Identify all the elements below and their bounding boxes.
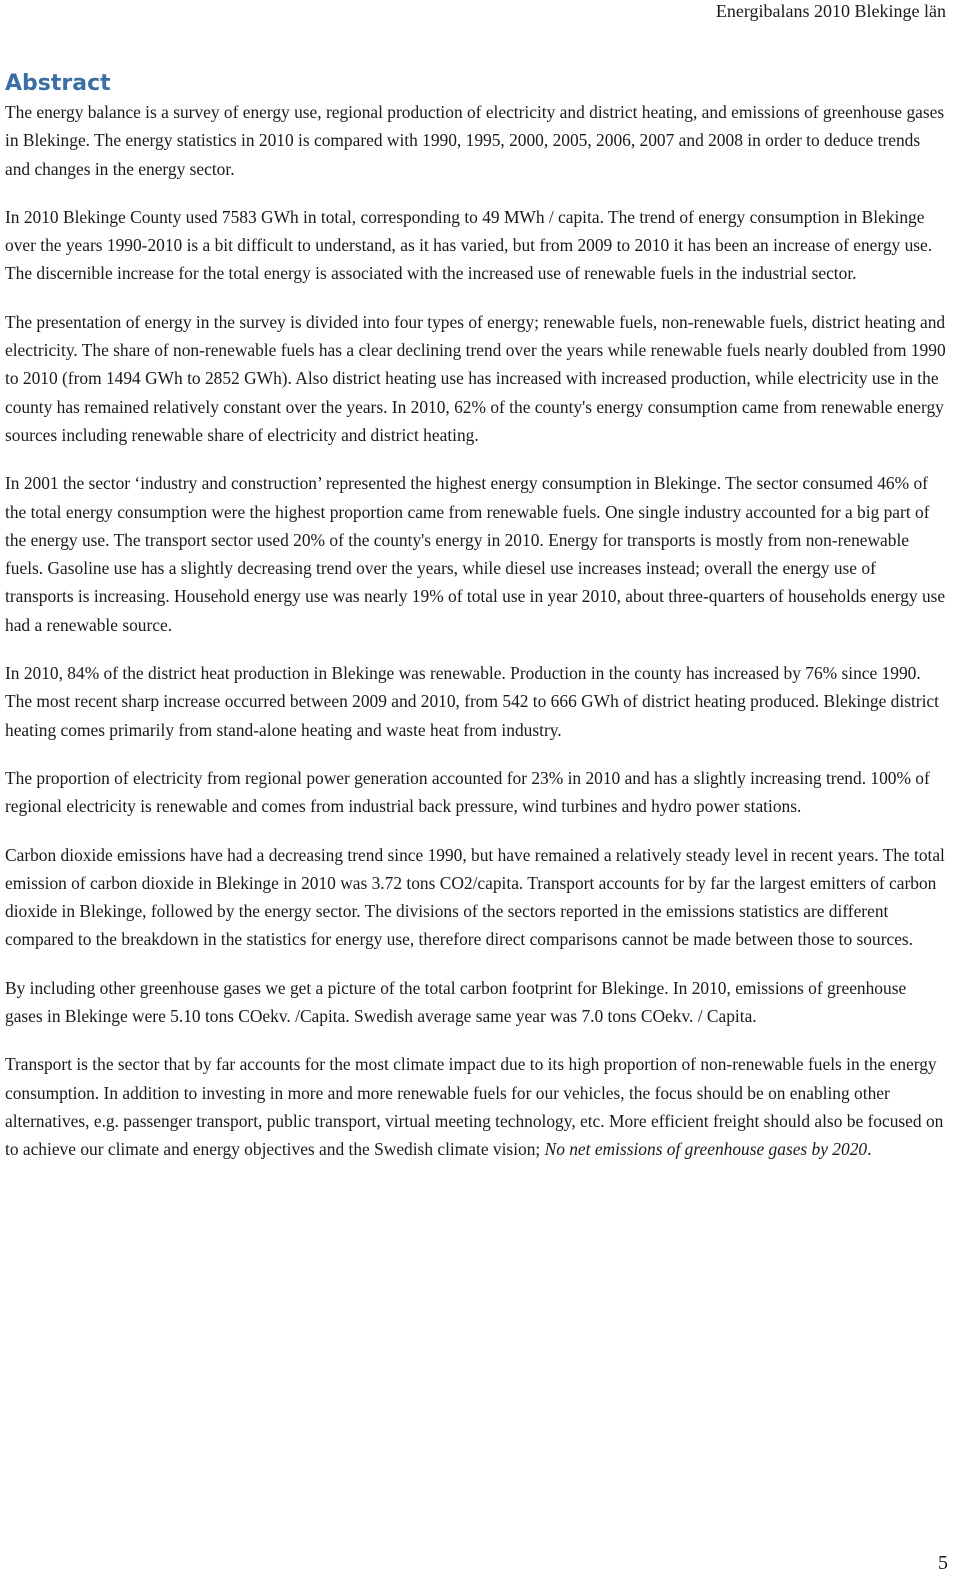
- paragraph-intro: The energy balance is a survey of energy use, regional production of electricity and district heating, and emissions of greenhouse gases in Blekinge. The energy statistics in 2010 is compared with 1990, 1995, 2000, 2005, 2006, 2007 and 2008 in order to deduce trends and changes in the energy sector.: [5, 102, 945, 179]
- paragraph-greenhouse-gases: By including other greenhouse gases we get a picture of the total carbon footprint for Blekinge. In 2010, emissions of greenhouse gases in Blekinge were 5.10 tons COekv. /Capita. Swedish average same year was 7.0 tons COekv. / Capita.: [5, 977, 907, 1027]
- abstract-section: [5, 70, 947, 1184]
- abstract-heading: Abstract: [5, 71, 111, 96]
- paragraph-district-heating: In 2010, 84% of the district heat production in Blekinge was renewable. Production in the county has increased by 76% since 1990. The most recent sharp increase occurred between 2009 and 2010, from 542 to 666 GWh of district heating produced. Blekinge district heating comes primarily from stand-alone heating and waste heat from industry.: [5, 663, 939, 740]
- running-header: Energibalans 2010 Blekinge län: [715, 1, 946, 21]
- paragraph-sectors: In 2001 the sector ‘industry and construction’ represented the highest energy consumption in Blekinge. The sector consumed 46% of the total energy consumption were the highest proportion came from renewable fuels. One single industry accounted for a big part of the energy use. The transport sector used 20% of the county's energy in 2010. Energy for transports is mostly from non-renewable fuels. Gasoline use has a slightly decreasing trend over the years, while diesel use increases instead; overall the energy use of transports is increasing. Household energy use was nearly 19% of total use in year 2010, about three-quarters of households energy use had a renewable source.: [5, 473, 946, 635]
- page-number: 5: [938, 1552, 948, 1574]
- transport-text-end: .: [867, 1139, 872, 1160]
- paragraph-energy-types: The presentation of energy in the survey is divided into four types of energy; renewable fuels, non-renewable fuels, district heating and electricity. The share of non-renewable fuels has a clear declining trend over the years while renewable fuels nearly doubled from 1990 to 2010 (from 1494 GWh to 2852 GWh). Also district heating use has increased with increased production, while electricity use in the county has remained relatively constant over the years. In 2010, 62% of the county's energy consumption came from renewable energy sources including renewable share of electricity and district heating.: [5, 311, 946, 445]
- climate-vision-italic: No net emissions of greenhouse gases by 2020: [544, 1139, 868, 1160]
- paragraph-co2-emissions: Carbon dioxide emissions have had a decreasing trend since 1990, but have remained a relatively steady level in recent years. The total emission of carbon dioxide in Blekinge in 2010 was 3.72 tons CO2/capita. Transport accounts for by far the largest emitters of carbon dioxide in Blekinge, followed by the energy sector. The divisions of the sectors reported in the emissions statistics are different compared to the breakdown in the statistics for energy use, therefore direct comparisons cannot be made between those to sources.: [5, 844, 945, 950]
- transport-text: Transport is the sector that by far accounts for the most climate impact due to its high proportion of non-renewable fuels in the energy consumption. In addition to investing in more and more renewable fuels for our vehicles, the focus should be on enabling other alternatives, e.g. passenger transport, public transport, virtual meeting technology, etc. More efficient freight should also be focused on to achieve our climate and energy objectives and the Swedish climate vision;: [5, 1054, 944, 1160]
- paragraph-total-use: In 2010 Blekinge County used 7583 GWh in total, corresponding to 49 MWh / capita. The trend of energy consumption in Blekinge over the years 1990-2010 is a bit difficult to understand, as it has varied, but from 2009 to 2010 it has been an increase of energy use. The discernible increase for the total energy is associated with the increased use of renewable fuels in the industrial sector.: [5, 206, 933, 284]
- paragraph-transport: [5, 1050, 947, 1163]
- paragraph-electricity: The proportion of electricity from regional power generation accounted for 23% in 2010 and has a slightly increasing trend. 100% of regional electricity is renewable and comes from industrial back pressure, wind turbines and hydro power stations.: [5, 767, 930, 817]
